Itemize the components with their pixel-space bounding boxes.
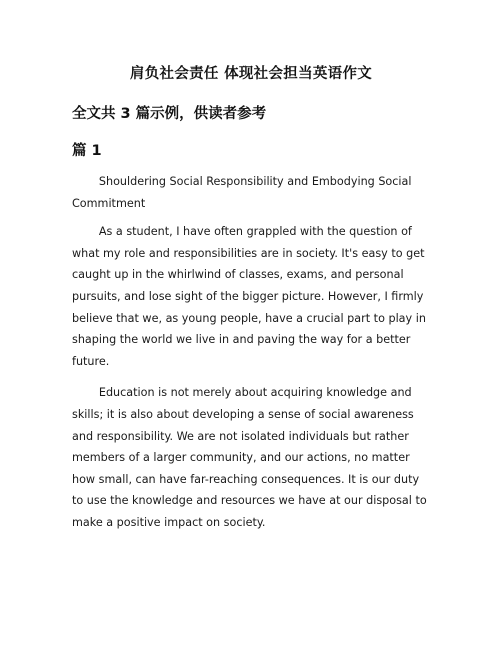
essay-paragraph-1: As a student, I have often grappled with the question of what my role and responsibilities are in society. It's easy to get caught up in the whirlwind of classes, exams, and personal pursuits, and lose sight of the bigger picture. However, I firmly believe that we, as young people, have a crucial part to play in shaping the world we live in and paving the way for a better future. <box>72 225 426 368</box>
document-subtitle: 全文共 3 篇示例，供读者参考 <box>72 106 267 122</box>
section-heading: 篇 1 <box>72 143 102 159</box>
essay-paragraph-2: Education is not merely about acquiring knowledge and skills; it is also about developing a sense of social awareness and responsibility. We are not isolated individuals but rather members of a larger community, and our actions, no matter how small, can have far-reaching consequences. It is our duty to use the knowledge and resources we have at our disposal to make a positive impact on society. <box>72 386 427 529</box>
essay-title-paragraph: Shouldering Social Responsibility and Embodying Social Commitment <box>72 175 412 210</box>
page-title: 肩负社会责任 体现社会担当英语作文 <box>129 66 373 82</box>
essay-body <box>72 171 430 544</box>
